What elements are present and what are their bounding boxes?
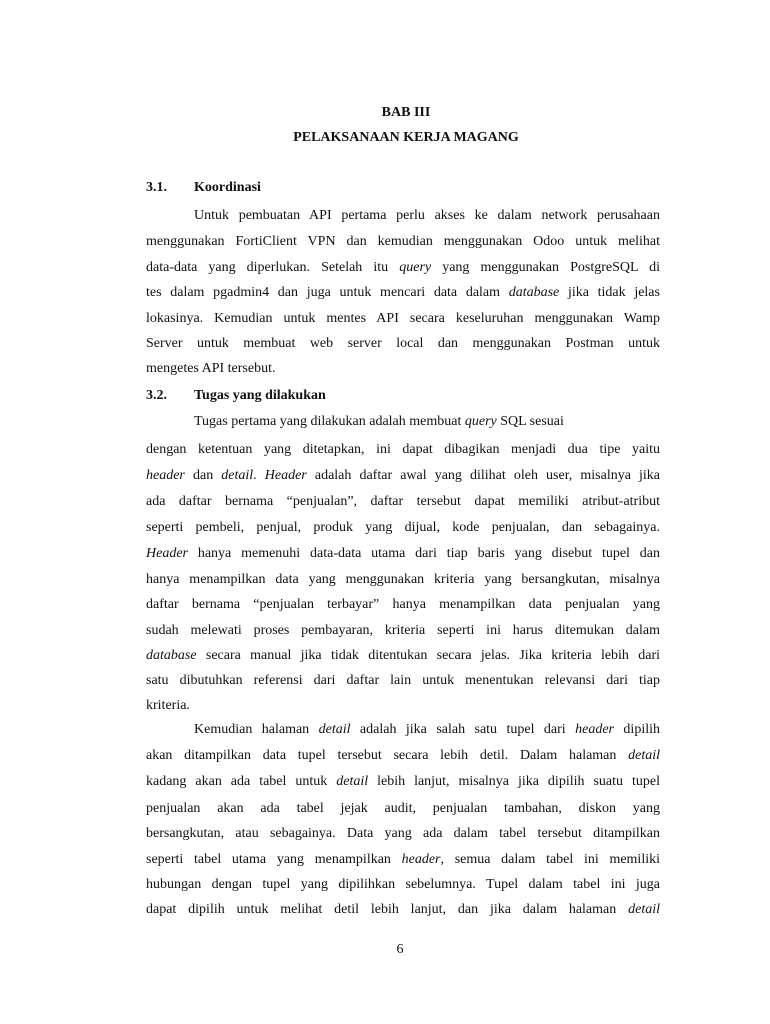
section-heading-3-2	[146, 388, 326, 404]
section-heading-3-1	[146, 180, 261, 196]
paragraph-line: kriteria.	[146, 698, 190, 713]
paragraph-line: Tugas pertama yang dilakukan adalah membuat query SQL sesuai	[194, 414, 564, 429]
paragraph-line: sudah melewati proses pembayaran, kriteria seperti ini harus ditemukan dalam	[146, 623, 660, 638]
paragraph-line: penjualan akan ada tabel jejak audit, penjualan tambahan, diskon yang	[146, 801, 660, 816]
paragraph-line: Server untuk membuat web server local dan menggunakan Postman untuk	[146, 336, 660, 351]
paragraph-line: header dan detail. Header adalah daftar awal yang dilihat oleh user, misalnya jika	[146, 468, 661, 483]
paragraph-line: mengetes API tersebut.	[146, 361, 276, 376]
paragraph-line: dengan ketentuan yang ditetapkan, ini dapat dibagikan menjadi dua tipe yaitu	[146, 442, 660, 457]
paragraph-line: dapat dipilih untuk melihat detil lebih lanjut, dan jika dalam halaman detail	[146, 902, 660, 917]
paragraph-line: seperti pembeli, penjual, produk yang dijual, kode penjualan, dan sebagainya.	[146, 520, 660, 535]
section-title: Tugas yang dilakukan	[194, 388, 326, 403]
paragraph-line: hubungan dengan tupel yang dipilihkan sebelumnya. Tupel dalam tabel ini juga	[146, 877, 660, 892]
page-number: 6	[396, 942, 404, 957]
paragraph-line: ada daftar bernama “penjualan”, daftar tersebut dapat memiliki atribut-atribut	[146, 494, 660, 509]
paragraph-line: kadang akan ada tabel untuk detail lebih lanjut, misalnya jika dipilih suatu tupel	[146, 774, 660, 789]
section-title: Koordinasi	[194, 180, 261, 195]
paragraph-line: menggunakan FortiClient VPN dan kemudian menggunakan Odoo untuk melihat	[146, 234, 660, 249]
paragraph-line: daftar bernama “penjualan terbayar” hanya menampilkan data penjualan yang	[146, 597, 660, 612]
paragraph-line: satu dibutuhkan referensi dari daftar lain untuk menentukan relevansi dari tiap	[146, 673, 660, 688]
paragraph-line: data-data yang diperlukan. Setelah itu query yang menggunakan PostgreSQL di	[146, 260, 660, 275]
section-number: 3.1.	[146, 180, 167, 195]
paragraph-line: Untuk pembuatan API pertama perlu akses ke dalam network perusahaan	[194, 208, 660, 223]
paragraph-line: bersangkutan, atau sebagainya. Data yang ada dalam tabel tersebut ditampilkan	[146, 826, 660, 841]
paragraph-line: hanya menampilkan data yang menggunakan kriteria yang bersangkutan, misalnya	[146, 572, 660, 587]
chapter-label: BAB III	[381, 105, 431, 120]
paragraph-line: tes dalam pgadmin4 dan juga untuk mencari data dalam database jika tidak jelas	[146, 285, 660, 300]
paragraph-line: Kemudian halaman detail adalah jika salah satu tupel dari header dipilih	[194, 722, 660, 737]
paragraph-line: Header hanya memenuhi data-data utama dari tiap baris yang disebut tupel dan	[146, 546, 660, 561]
paragraph-line: seperti tabel utama yang menampilkan header, semua dalam tabel ini memiliki	[146, 852, 660, 867]
chapter-title: PELAKSANAAN KERJA MAGANG	[293, 130, 519, 145]
paragraph-line: lokasinya. Kemudian untuk mentes API secara keseluruhan menggunakan Wamp	[146, 311, 660, 326]
paragraph-line: database secara manual jika tidak ditentukan secara jelas. Jika kriteria lebih dari	[146, 648, 660, 663]
paragraph-line: akan ditampilkan data tupel tersebut secara lebih detil. Dalam halaman detail	[146, 748, 660, 763]
section-number: 3.2.	[146, 388, 167, 403]
